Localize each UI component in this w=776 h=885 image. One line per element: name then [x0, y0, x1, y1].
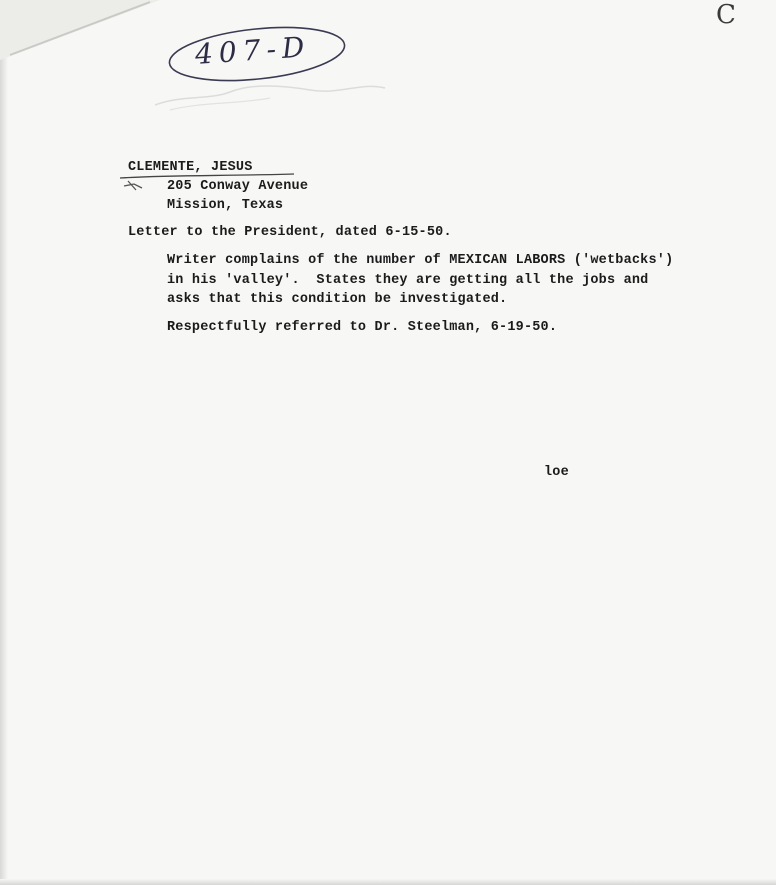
- page-edge-bottom: [0, 879, 776, 885]
- typist-initials: loe: [544, 465, 569, 480]
- body-line-3: asks that this condition be investigated.: [167, 292, 508, 307]
- page-fold-mark: [0, 0, 160, 70]
- faint-pencil-notation: [150, 70, 390, 115]
- referral-line: Respectfully referred to Dr. Steelman, 6-19-50.: [167, 320, 558, 335]
- page-edge-left: [0, 0, 8, 885]
- address-line-1: 205 Conway Avenue: [167, 179, 309, 194]
- corner-mark: C: [716, 0, 736, 30]
- address-line-2: Mission, Texas: [167, 198, 284, 213]
- check-mark-icon: [122, 178, 144, 192]
- letter-line: Letter to the President, dated 6-15-50.: [128, 225, 452, 240]
- file-number: 407-D: [193, 30, 312, 71]
- correspondent-name: CLEMENTE, JESUS: [128, 160, 253, 175]
- body-line-2: in his 'valley'. States they are getting all the jobs and: [167, 273, 649, 288]
- body-line-1: Writer complains of the number of MEXICAN LABORS ('wetbacks'): [167, 253, 674, 268]
